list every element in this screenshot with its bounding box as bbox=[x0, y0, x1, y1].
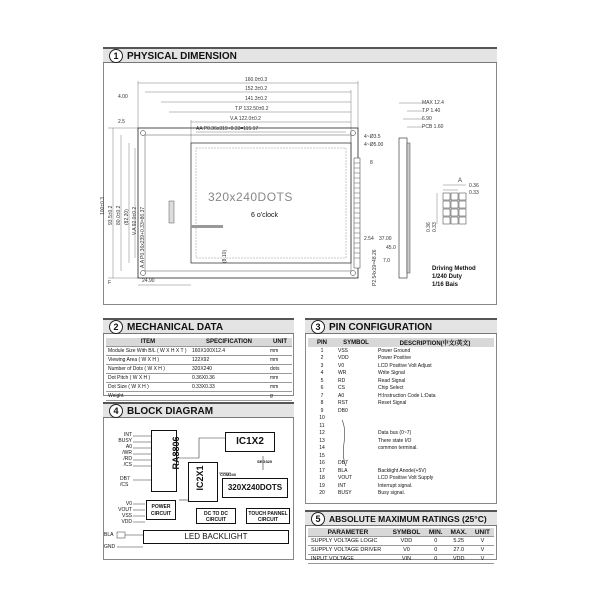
dim-vert-2: 80.0±0.2 bbox=[116, 205, 122, 225]
ratings-row-cell: SUPPLY VOLTAGE LOGIC bbox=[308, 537, 388, 546]
ratings-row-cell: 0 bbox=[425, 537, 447, 546]
dim-vert-0: 100±0.3 bbox=[100, 196, 106, 215]
pin-row bbox=[308, 467, 494, 475]
pin-row-cell: RST bbox=[338, 400, 348, 407]
pin-row bbox=[308, 355, 494, 363]
databus-brace bbox=[340, 418, 350, 468]
mechanical-row-cell: 0.36X0.36 bbox=[190, 374, 268, 383]
led-backlight bbox=[143, 530, 289, 544]
ratings-row-cell: VDD bbox=[388, 537, 425, 546]
dim-right-3: PCB 1.60 bbox=[422, 124, 444, 130]
pin-row-cell: 13 bbox=[319, 437, 325, 444]
chip-ra8806 bbox=[151, 430, 181, 492]
pin-row bbox=[308, 415, 494, 423]
dim-left-1: 2.5 bbox=[118, 119, 125, 125]
dim-vert-5: A.A P0.36x239+0.33=86.37 bbox=[140, 206, 146, 268]
pin-row bbox=[308, 445, 494, 453]
col-spec: SPECIFICATION bbox=[190, 338, 268, 347]
display-block-label: 320X240DOTS bbox=[227, 483, 283, 492]
chip-ra8806-label: RA8806 bbox=[171, 436, 181, 470]
pin-row-cell: Read Signal bbox=[378, 377, 406, 384]
pin-row bbox=[308, 400, 494, 408]
pin-row-cell bbox=[376, 422, 494, 430]
pin-row-cell: LCD Positive Volt Supply bbox=[378, 475, 434, 482]
ratings-table bbox=[308, 528, 494, 564]
input-a0: A0 bbox=[125, 444, 132, 450]
mount-hole-tl bbox=[141, 131, 146, 136]
side-view-pcb bbox=[407, 143, 410, 273]
dot-dim-2: 0.36 bbox=[426, 222, 432, 232]
dim-top-0: 160.0±0.3 bbox=[245, 77, 268, 83]
fpc-connector bbox=[191, 225, 223, 228]
pin-row-cell: There state I/O bbox=[378, 437, 412, 444]
section-number: 5 bbox=[311, 512, 325, 526]
pin-row-cell: Backlight Anode(+5V) bbox=[378, 467, 427, 474]
bla-label: BLA bbox=[104, 532, 114, 538]
pin-row-cell: 1 bbox=[320, 347, 324, 354]
seg-label: SEG320 bbox=[257, 459, 273, 464]
mechanical-row-cell: 122X92 bbox=[190, 356, 268, 365]
input-int: INT bbox=[123, 432, 132, 438]
pin-row-cell: 10 bbox=[319, 415, 325, 422]
ratings-row-cell: V0 bbox=[388, 546, 425, 555]
com-label: COM240 bbox=[220, 472, 237, 477]
input-rd: /RD bbox=[123, 456, 132, 462]
input-wr: /WR bbox=[122, 450, 132, 456]
col-item: ITEM bbox=[106, 338, 190, 347]
dc-dc-circuit bbox=[196, 508, 236, 524]
mechanical-row bbox=[106, 347, 292, 356]
pin-row-cell: 5 bbox=[320, 377, 324, 384]
pin-row-cell: DB7 bbox=[338, 460, 348, 467]
pin-row bbox=[308, 490, 494, 498]
mount-hole-br bbox=[351, 271, 356, 276]
side-view-body bbox=[399, 138, 407, 278]
pin-row-cell: VOUT bbox=[338, 475, 352, 482]
driving-duty: 1/240 Duty bbox=[432, 274, 463, 280]
mechanical-table bbox=[106, 338, 292, 401]
pin-row-cell: common terminal. bbox=[378, 445, 418, 452]
pin-row bbox=[308, 460, 494, 468]
col-symbol: SYMBOL bbox=[336, 338, 376, 347]
pin-row bbox=[308, 437, 494, 445]
pin-row-cell: 6 bbox=[320, 385, 324, 392]
mechanical-row-cell: Dot Size ( W X H ) bbox=[106, 383, 190, 392]
pin-row bbox=[308, 482, 494, 490]
pin-row-cell: CS bbox=[338, 385, 345, 392]
dim-top-1: 152.3±0.2 bbox=[245, 86, 268, 92]
dim-top-2: 141.3±0.2 bbox=[245, 96, 268, 102]
dot-dim-1: 0.33 bbox=[469, 190, 479, 196]
pin-row-cell: 18 bbox=[319, 475, 325, 482]
mechanical-header bbox=[103, 318, 294, 334]
dim-pins-4: 7.0 bbox=[383, 258, 390, 264]
ratings-row-cell: 0 bbox=[425, 555, 447, 564]
dot-dim-3: 0.33 bbox=[432, 222, 438, 232]
ratings-row-cell: V bbox=[471, 555, 494, 564]
left-dimension-lines bbox=[108, 128, 138, 278]
fpc-tab bbox=[169, 201, 174, 223]
pin-row-cell: Power Ground bbox=[378, 347, 411, 354]
pin-row-cell: Busy signal. bbox=[378, 490, 405, 497]
pin-row bbox=[308, 362, 494, 370]
pin-row-cell: 3 bbox=[320, 362, 324, 369]
col-description: DESCRIPTION(中文/英文) bbox=[376, 338, 494, 347]
pin-row bbox=[308, 430, 494, 438]
dim-right-1: T.P 1.40 bbox=[422, 108, 441, 114]
pin-row-cell: 2 bbox=[320, 355, 324, 362]
section-title: PHYSICAL DIMENSION bbox=[127, 51, 237, 62]
pin-row bbox=[308, 422, 494, 430]
power-vdd: VDD bbox=[121, 519, 132, 525]
power-vout: VOUT bbox=[118, 507, 132, 513]
pin-row-cell: VDD bbox=[338, 355, 349, 362]
chip-ic2-label: IC2X1 bbox=[195, 465, 205, 491]
led-backlight-label: LED BACKLIGHT bbox=[184, 532, 248, 541]
power-vss: VSS bbox=[121, 513, 132, 519]
mechanical-row bbox=[106, 392, 292, 401]
mechanical-row-cell: 320X240 bbox=[190, 365, 268, 374]
dc-dc-circuit-label: DC TO DC CIRCUIT bbox=[203, 511, 229, 523]
pin-row-cell: BLA bbox=[338, 467, 348, 474]
dim-top-4: V.A 122.0±0.2 bbox=[230, 116, 261, 122]
ratings-row-cell: SUPPLY VOLTAGE DRIVER bbox=[308, 546, 388, 555]
pin-row-cell: Write Signal bbox=[378, 370, 405, 377]
dim-right-2: 6.90 bbox=[422, 116, 432, 122]
pin-row-cell: 4 bbox=[320, 370, 324, 377]
mechanical-row bbox=[106, 383, 292, 392]
pin-row-cell: WR bbox=[338, 370, 347, 377]
pin-row-cell: 7 bbox=[320, 392, 324, 399]
ratings-header bbox=[305, 510, 497, 526]
dim-bottom-1: (8.10) bbox=[222, 249, 228, 263]
col-parameter: PARAMETER bbox=[308, 528, 388, 537]
ratings-row-cell: 27.0 bbox=[447, 546, 471, 555]
pin-row bbox=[308, 407, 494, 415]
block-inputs bbox=[112, 432, 132, 468]
section-number: 3 bbox=[311, 320, 325, 334]
dim-right-0: MAX 12.4 bbox=[422, 100, 444, 106]
pin-row bbox=[308, 475, 494, 483]
pin-row-cell: RD bbox=[338, 377, 346, 384]
ratings-row bbox=[308, 537, 494, 546]
col-symbol: SYMBOL bbox=[388, 528, 425, 537]
chip-ic1-label: IC1X2 bbox=[236, 436, 264, 447]
bla-resistor bbox=[117, 532, 125, 538]
dim-pins-3: P2.54x19=48.26 bbox=[372, 249, 378, 286]
pin-row-cell: A0 bbox=[338, 392, 345, 399]
pin-row bbox=[308, 370, 494, 378]
pin-row-cell: 11 bbox=[319, 422, 325, 429]
dim-pins-6: 37.00 bbox=[379, 236, 392, 242]
pin-row-cell: 8 bbox=[320, 400, 324, 407]
pin-table bbox=[308, 338, 494, 497]
mechanical-row bbox=[106, 374, 292, 383]
ratings-row-cell: 5.25 bbox=[447, 537, 471, 546]
driving-bias: 1/16 Bais bbox=[432, 282, 459, 288]
pin-row-cell: Data bus (0~7) bbox=[378, 430, 412, 437]
input-cs: /CS bbox=[123, 462, 132, 468]
power-circuit-label: POWER CIRCUIT bbox=[150, 504, 172, 517]
pin-row-cell: INT bbox=[338, 482, 347, 489]
dot-dim-0: 0.36 bbox=[469, 183, 479, 189]
mechanical-row-cell bbox=[190, 392, 268, 401]
section-number: 2 bbox=[109, 320, 123, 334]
pin-row bbox=[308, 452, 494, 460]
dim-pins-2: 8 bbox=[370, 160, 373, 166]
dim-vert-4: V.A 92.0±0.2 bbox=[132, 206, 138, 235]
pin-row-cell: 12 bbox=[319, 430, 325, 437]
power-circuit bbox=[146, 500, 176, 520]
mechanical-row-cell: Module Size With B/L ( W X H X T ) bbox=[106, 347, 190, 356]
col-min: MIN. bbox=[425, 528, 447, 537]
dim-pins-0: 4~Ø3.5 bbox=[364, 134, 381, 140]
pin-row-cell: Reset Signal bbox=[378, 400, 407, 407]
section-title: BLOCK DIAGRAM bbox=[127, 406, 214, 417]
section-number: 4 bbox=[109, 404, 123, 418]
mechanical-row-cell: mm bbox=[268, 356, 292, 365]
section-title: PIN CONFIGURATION bbox=[329, 322, 433, 333]
pin-row-cell: DB0 bbox=[338, 407, 348, 414]
mechanical-row-cell: Dot Pitch ( W X H ) bbox=[106, 374, 190, 383]
pin-row bbox=[308, 347, 494, 355]
dim-vert-3: (82.20) bbox=[124, 209, 130, 225]
right-dimension-lines bbox=[399, 103, 423, 127]
input-lines bbox=[133, 436, 151, 480]
pin-row-cell: Power Positive bbox=[378, 355, 412, 362]
pin-row bbox=[308, 392, 494, 400]
pin-row-cell: 20 bbox=[319, 490, 325, 497]
power-v0: V0 bbox=[125, 501, 132, 507]
pin-row-cell: 17 bbox=[319, 467, 325, 474]
pin-row-cell bbox=[376, 415, 494, 423]
touch-panel-circuit-label: TOUCH PANNEL CIRCUIT bbox=[248, 511, 288, 523]
pin-row-cell: V0 bbox=[338, 362, 345, 369]
col-max: MAX. bbox=[447, 528, 471, 537]
ratings-row-cell: VIN bbox=[388, 555, 425, 564]
dot-detail-grid bbox=[443, 193, 466, 224]
pin-row-cell: 16 bbox=[319, 460, 325, 467]
mechanical-row-cell: mm bbox=[268, 374, 292, 383]
ratings-row bbox=[308, 555, 494, 564]
touch-panel-circuit bbox=[246, 508, 290, 524]
display-block bbox=[222, 478, 288, 498]
dim-top-5: AA P0.36x319+0.33=115.17 bbox=[196, 126, 259, 132]
dim-pins-7: 45.0 bbox=[386, 245, 396, 251]
dim-pins-5: 2.54 bbox=[364, 236, 374, 242]
pin-row bbox=[308, 385, 494, 393]
dim-vert-1: 93.5±0.2 bbox=[108, 205, 114, 225]
dot-detail-label: A bbox=[458, 178, 463, 184]
mechanical-row bbox=[106, 356, 292, 365]
col-unit: UNIT bbox=[471, 528, 494, 537]
ratings-row bbox=[308, 546, 494, 555]
input-busy: BUSY bbox=[118, 438, 132, 444]
mechanical-row-cell: mm bbox=[268, 347, 292, 356]
power-lines bbox=[133, 504, 145, 522]
mechanical-row-cell: mm bbox=[268, 383, 292, 392]
pin-row-cell bbox=[376, 407, 494, 415]
mechanical-row-cell: g bbox=[268, 392, 292, 401]
db-label-2: /CS bbox=[120, 482, 129, 488]
ratings-row-cell: V bbox=[471, 537, 494, 546]
pin-row-cell: LCD Positive Volt Adjust bbox=[378, 362, 432, 369]
mechanical-row bbox=[106, 365, 292, 374]
mount-hole-tr bbox=[351, 131, 356, 136]
col-unit: UNIT bbox=[268, 338, 292, 347]
dim-bottom-0: 24.90 bbox=[142, 278, 155, 284]
driving-method-title: Driving Method bbox=[432, 266, 476, 272]
pin-row-cell: 9 bbox=[320, 407, 324, 414]
chip-ic2 bbox=[188, 462, 218, 502]
pin-row-cell: H:Instruction Code L:Data bbox=[378, 392, 436, 399]
mount-hole-bl bbox=[141, 271, 146, 276]
pin-row-cell: 19 bbox=[319, 482, 325, 489]
mechanical-row-cell: 0.33X0.33 bbox=[190, 383, 268, 392]
mechanical-row-cell: 160X100X12.4 bbox=[190, 347, 268, 356]
power-labels bbox=[114, 501, 132, 525]
ratings-row-cell: 0 bbox=[425, 546, 447, 555]
section-title: MECHANICAL DATA bbox=[127, 322, 224, 333]
dim-pins-1: 4~Ø5.00 bbox=[364, 142, 384, 148]
pin-row-cell: VSS bbox=[338, 347, 349, 354]
driving-method bbox=[432, 265, 476, 289]
pin-row-cell: Chip Select bbox=[378, 385, 404, 392]
section-title: ABSOLUTE MAXIMUM RATINGS (25°C) bbox=[329, 514, 487, 524]
view-direction: 6 o'clock bbox=[251, 212, 279, 219]
pin-row bbox=[308, 377, 494, 385]
gnd-label: GND bbox=[104, 544, 116, 550]
pin-row-cell: Interrupt signal. bbox=[378, 482, 413, 489]
pin-header bbox=[305, 318, 497, 334]
pin-row-cell: 15 bbox=[319, 452, 325, 459]
mechanical-row-cell: dots bbox=[268, 365, 292, 374]
display-label: 320x240DOTS bbox=[208, 190, 293, 204]
physical-dimension-header bbox=[103, 47, 497, 63]
mechanical-row-cell: Viewing Area ( W X H ) bbox=[106, 356, 190, 365]
ratings-row-cell: INPUT VOLTAGE bbox=[308, 555, 388, 564]
section-number: 1 bbox=[109, 49, 123, 63]
pin-row-cell: BUSY bbox=[338, 490, 352, 497]
dim-top-3: T.P 132.50±0.2 bbox=[235, 106, 269, 112]
mechanical-row-cell: Number of Dots ( W X H ) bbox=[106, 365, 190, 374]
ratings-row-cell: VDD bbox=[447, 555, 471, 564]
col-pin: PIN bbox=[308, 338, 336, 347]
ratings-row-cell: V bbox=[471, 546, 494, 555]
block-header bbox=[103, 402, 294, 418]
mechanical-row-cell: Weight bbox=[106, 392, 190, 401]
dim-left-0: 4.00 bbox=[118, 94, 128, 100]
chip-ic1 bbox=[225, 432, 275, 452]
pin-row-cell bbox=[376, 460, 494, 468]
pin-row-cell bbox=[376, 452, 494, 460]
dim-bottom-2: F bbox=[108, 280, 112, 286]
pin-row-cell: 14 bbox=[319, 445, 325, 452]
db-label: DB7 bbox=[120, 476, 130, 482]
